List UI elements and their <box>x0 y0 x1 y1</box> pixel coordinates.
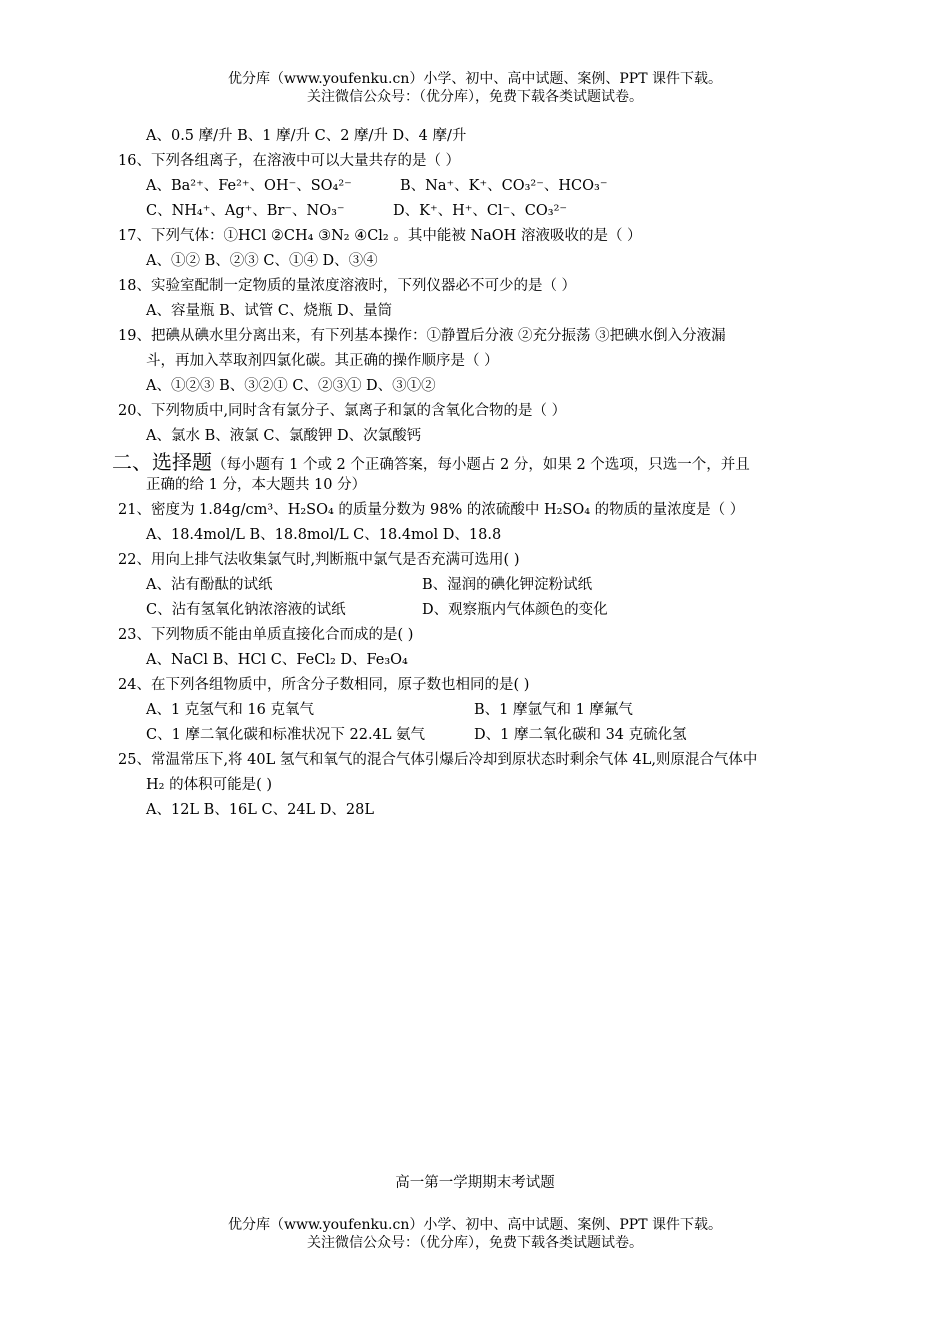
q21-stem: 21、密度为 1.84g/cm³、H₂SO₄ 的质量分数为 98% 的浓硫酸中 H₂SO₄ 的物质的量浓度是（ ） <box>118 502 745 518</box>
q25-options: A、12L B、16L C、24L D、28L <box>146 802 374 818</box>
q22-option-b: B、湿润的碘化钾淀粉试纸 <box>422 577 593 593</box>
section-2-title: 二、选择题 <box>112 450 212 474</box>
section-2-heading <box>112 446 750 475</box>
q20-options: A、氯水 B、液氯 C、氯酸钾 D、次氯酸钙 <box>146 428 422 444</box>
header-line-2: 关注微信公众号：（优分库），免费下载各类试题试卷。 <box>307 89 643 105</box>
q22-option-c: C、沾有氢氧化钠浓溶液的试纸 <box>146 602 346 618</box>
footer-line-2: 关注微信公众号：（优分库），免费下载各类试题试卷。 <box>307 1235 643 1251</box>
q17-options: A、①② B、②③ C、①④ D、③④ <box>146 253 378 269</box>
q21-options: A、18.4mol/L B、18.8mol/L C、18.4mol D、18.8 <box>146 527 502 543</box>
footer-line-1: 优分库（www.youfenku.cn）小学、初中、高中试题、案例、PPT 课件下载。 <box>227 1217 722 1233</box>
q22-option-a: A、沾有酚酞的试纸 <box>146 577 273 593</box>
q15-options: A、0.5 摩/升 B、1 摩/升 C、2 摩/升 D、4 摩/升 <box>146 128 467 144</box>
q16-option-a: A、Ba²⁺、Fe²⁺、OH⁻、SO₄²⁻ <box>146 178 352 194</box>
q22-option-d: D、观察瓶内气体颜色的变化 <box>422 602 608 618</box>
q24-option-b: B、1 摩氩气和 1 摩氟气 <box>474 702 633 718</box>
q23-stem: 23、下列物质不能由单质直接化合而成的是( ) <box>118 627 414 643</box>
q19-stem-line-2: 斗，再加入萃取剂四氯化碳。其正确的操作顺序是（ ） <box>146 353 499 369</box>
q19-stem-line-1: 19、把碘从碘水里分离出来，有下列基本操作：①静置后分液 ②充分振荡 ③把碘水倒入分液漏 <box>118 328 726 344</box>
q23-options: A、NaCl B、HCl C、FeCl₂ D、Fe₃O₄ <box>146 652 408 668</box>
q25-stem-line-2: H₂ 的体积可能是( ) <box>146 777 272 793</box>
footer-title: 高一第一学期期末考试题 <box>395 1175 555 1191</box>
q24-option-a: A、1 克氢气和 16 克氧气 <box>146 702 314 718</box>
q17-stem: 17、下列气体：①HCl ②CH₄ ③N₂ ④Cl₂ 。其中能被 NaOH 溶液吸收的是（ ） <box>118 228 642 244</box>
q24-stem: 24、在下列各组物质中，所含分子数相同，原子数也相同的是( ) <box>118 677 530 693</box>
q19-options: A、①②③ B、③②① C、②③① D、③①② <box>146 378 436 394</box>
q18-stem: 18、实验室配制一定物质的量浓度溶液时，下列仪器必不可少的是（ ） <box>118 278 577 294</box>
q16-option-b: B、Na⁺、K⁺、CO₃²⁻、HCO₃⁻ <box>400 178 608 194</box>
header-line-1: 优分库（www.youfenku.cn）小学、初中、高中试题、案例、PPT 课件下载。 <box>227 71 722 87</box>
q16-option-d: D、K⁺、H⁺、Cl⁻、CO₃²⁻ <box>393 203 568 219</box>
q16-stem: 16、下列各组离子，在溶液中可以大量共存的是（ ） <box>118 153 461 169</box>
section-2-note-2: 正确的给 1 分，本大题共 10 分） <box>146 477 367 493</box>
q24-option-d: D、1 摩二氧化碳和 34 克硫化氢 <box>474 727 687 743</box>
q18-options: A、容量瓶 B、试管 C、烧瓶 D、量筒 <box>146 303 393 319</box>
q25-stem-line-1: 25、常温常压下,将 40L 氢气和氧气的混合气体引爆后冷却到原状态时剩余气体 4L,则原混合气体中 <box>118 752 758 768</box>
section-2-note-1: （每小题有 1 个或 2 个正确答案，每小题占 2 分，如果 2 个选项，只选一个，并且 <box>212 457 750 473</box>
q24-option-c: C、1 摩二氧化碳和标准状况下 22.4L 氨气 <box>146 727 426 743</box>
q16-option-c: C、NH₄⁺、Ag⁺、Br⁻、NO₃⁻ <box>146 203 345 219</box>
q22-stem: 22、用向上排气法收集氯气时,判断瓶中氯气是否充满可选用( ) <box>118 552 520 568</box>
q20-stem: 20、下列物质中,同时含有氯分子、氯离子和氯的含氧化合物的是（ ） <box>118 403 567 419</box>
